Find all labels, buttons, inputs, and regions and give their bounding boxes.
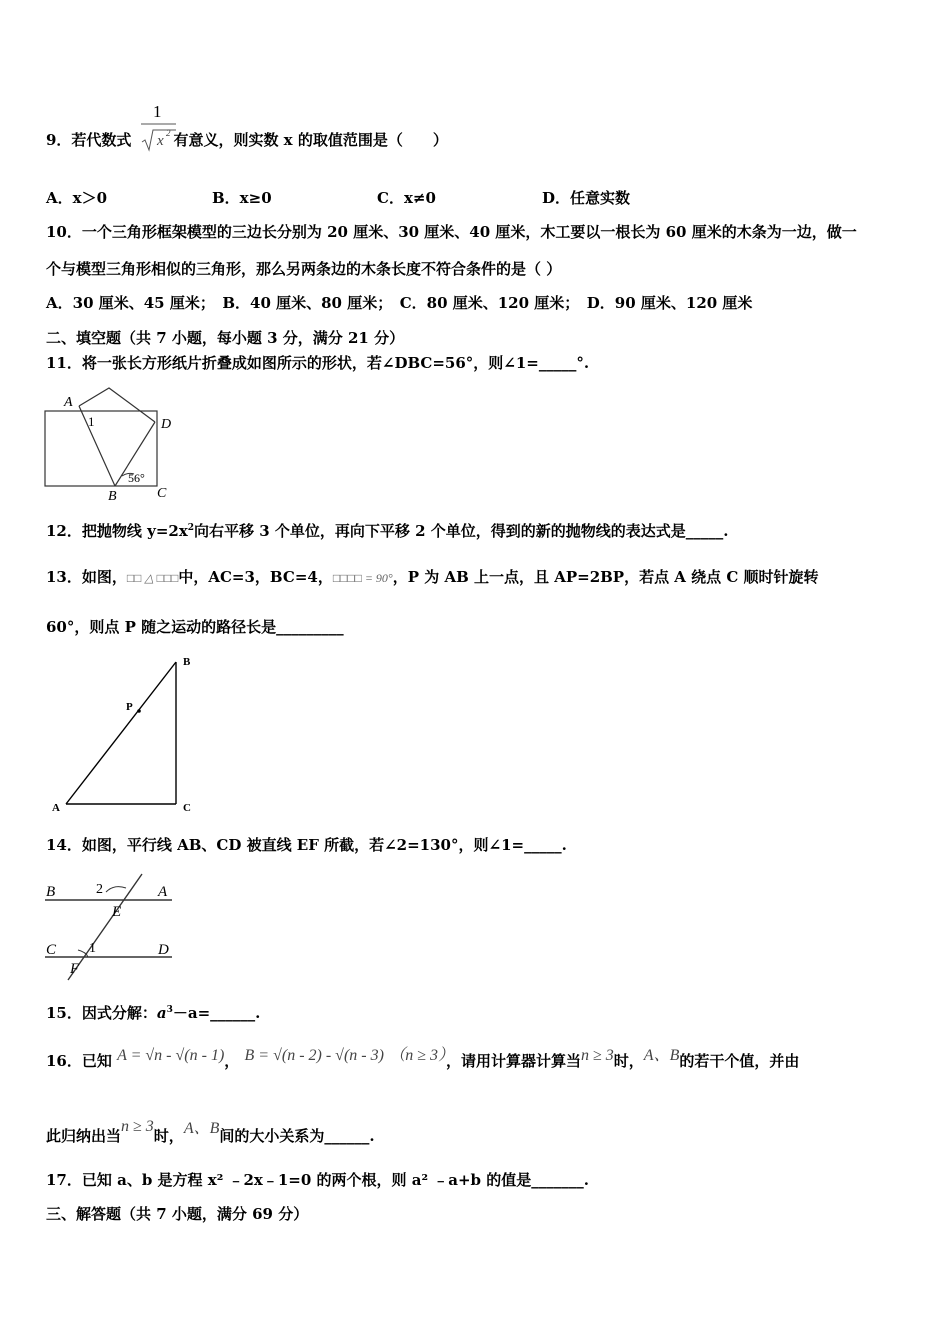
q16-math-b: B = √(n - 2) - √(n - 3) (244, 1047, 384, 1064)
q13-label-c: C (183, 802, 191, 814)
q9-option-a: A．x＞0 (46, 189, 108, 207)
q9-option-d: D．任意实数 (542, 189, 631, 207)
q16-math-n: n ≥ 3 (581, 1047, 614, 1064)
q15-blank: ______. (210, 1004, 261, 1022)
q9-radicand: x (157, 133, 164, 149)
q14-figure (42, 870, 176, 982)
q13-part3: ，P 为 AB 上一点，且 AP=2BP，若点 A 绕点 C 顺时针旋转 (392, 568, 819, 586)
q9-exponent: 2 (166, 128, 171, 138)
q16-math-ab: A、B (643, 1047, 680, 1064)
q9-option-b: B．x≥0 (212, 189, 272, 207)
q10-options: A．30 厘米、45 厘米； B．40 厘米、80 厘米； C．80 厘米、120 厘米； D．90 厘米、120 厘米 (46, 294, 753, 312)
q15-part1: 15．因式分解： (46, 1004, 157, 1022)
q16-part1: 16．已知 (46, 1052, 112, 1070)
q13-label-p: P (126, 701, 133, 713)
q9-option-c: C．x≠0 (377, 189, 436, 207)
q15-stem (46, 1002, 260, 1023)
q9-stem (46, 129, 448, 150)
q13-part1: 13．如图， (46, 568, 127, 586)
q13-label-b: B (183, 656, 191, 668)
q13-line2: 60°，则点 P 随之运动的路径长是_________ (46, 618, 344, 636)
q11-label-1: 1 (88, 414, 95, 429)
q9-fraction-numerator: 1 (153, 102, 162, 121)
q14-label-d: D (158, 942, 169, 958)
q13-line1 (46, 566, 819, 587)
q12-stem (46, 520, 729, 541)
q16-math-cond: （n ≥ 3） (389, 1047, 446, 1064)
q11-label-d: D (161, 417, 172, 432)
q16-line2-part3: 间的大小关系为______. (219, 1127, 375, 1145)
q14-label-f: F (70, 961, 80, 977)
q11-label-angle: 56° (128, 471, 145, 485)
q15-var-a: a (156, 1004, 167, 1022)
q14-label-2: 2 (96, 882, 103, 897)
q16-line2-math-n: n ≥ 3 (121, 1118, 154, 1135)
q11-label-a: A (64, 395, 73, 410)
q12-part2: 向右平移 3 个单位，再向下平移 2 个单位，得到的新的抛物线的表达式是_____. (194, 522, 729, 540)
q16-math-a: A = √n - √(n - 1) (117, 1047, 225, 1064)
q14-label-e: E (112, 904, 122, 920)
section3-heading: 三、解答题（共 7 小题，满分 69 分） (46, 1205, 309, 1223)
q17-stem: 17．已知 a、b 是方程 x² ﹣2x﹣1=0 的两个根，则 a² ﹣a+b 的值是_______. (46, 1171, 589, 1189)
q12-exponent: 2 (187, 523, 195, 533)
q10-line1: 10．一个三角形框架模型的三边长分别为 20 厘米、30 厘米、40 厘米，木工要以一根长为 60 厘米的木条为一边，做一 (46, 223, 857, 241)
q16-line2 (46, 1118, 375, 1146)
q14-stem: 14．如图，平行线 AB、CD 被直线 EF 所截，若∠2=130°，则∠1=_____. (46, 836, 567, 854)
q11-label-c: C (157, 486, 167, 501)
q13-part2: 中，AC=3，BC=4， (178, 568, 333, 586)
q10-line2: 个与模型三角形相似的三角形，那么另两条边的木条长度不符合条件的是（ ） (46, 260, 562, 278)
q14-label-1: 1 (89, 941, 96, 956)
q16-line2-part1: 此归纳出当 (46, 1127, 122, 1145)
q16-line2-part2: 时， (153, 1127, 184, 1145)
q13-figure (46, 652, 206, 818)
q16-part2: ，请用计算器计算当 (445, 1052, 581, 1070)
q16-line1 (46, 1048, 799, 1071)
q16-comma: ， (224, 1052, 240, 1070)
q11-figure (42, 380, 182, 506)
q16-part4: 的若干个值，并由 (679, 1052, 800, 1070)
q15-exponent: 3 (166, 1005, 173, 1015)
q13-label-a: A (52, 802, 60, 814)
q15-expr-rest: －a= (172, 1004, 211, 1022)
q13-angle-glyph: □□□□ = 90° (332, 571, 393, 585)
q9-prefix: 9．若代数式 (46, 131, 132, 149)
q14-label-b: B (46, 884, 56, 900)
q16-part3: 时， (613, 1052, 644, 1070)
q12-part1: 12．把抛物线 y=2x (46, 522, 188, 540)
q13-triangle-glyph: □□ △ □□□ (126, 571, 179, 585)
q9-suffix: 有意义，则实数 x 的取值范围是（ ） (173, 131, 448, 149)
q11-label-b: B (108, 489, 117, 504)
q14-label-c: C (46, 942, 57, 958)
q11-stem: 11．将一张长方形纸片折叠成如图所示的形状，若∠DBC=56°，则∠1=_____°. (46, 354, 590, 372)
section2-heading: 二、填空题（共 7 小题，每小题 3 分，满分 21 分） (46, 329, 405, 347)
q16-line2-math-ab: A、B (183, 1120, 220, 1137)
q14-label-a: A (158, 884, 168, 900)
